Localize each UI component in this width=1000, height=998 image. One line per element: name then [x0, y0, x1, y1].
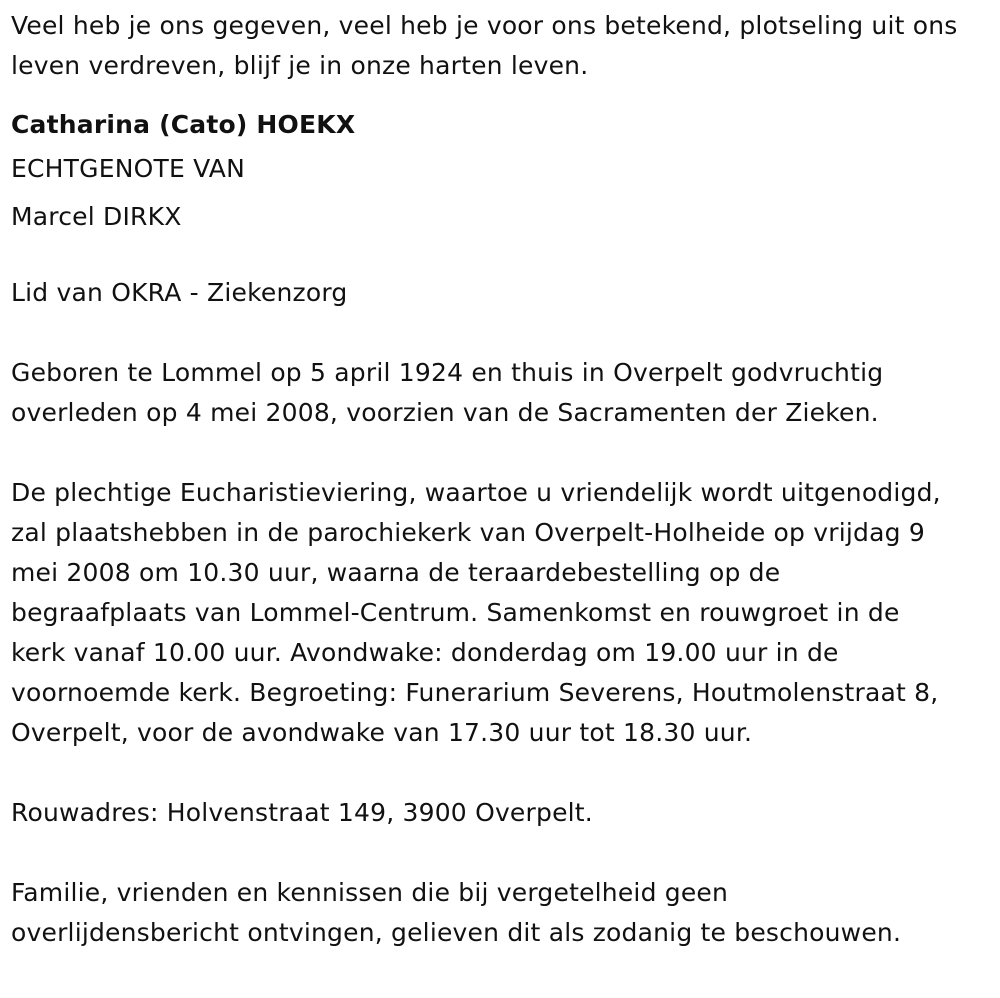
birth-death-line-1: Geboren te Lommel op 5 april 1924 en thuis in Overpelt godvruchtig — [11, 358, 884, 387]
ceremony-line-3: mei 2008 om 10.30 uur, waarna de teraardebestelling op de — [11, 558, 781, 587]
spacer — [11, 833, 991, 873]
ceremony-line-4: begraafplaats van Lommel-Centrum. Samenkomst en rouwgroet in de — [11, 598, 900, 627]
obituary-document — [11, 6, 991, 953]
spacer — [11, 313, 991, 353]
spacer — [11, 753, 991, 793]
relation-label: ECHTGENOTE VAN — [11, 154, 245, 183]
closing-line-2: overlijdensbericht ontvingen, gelieven dit als zodanig te beschouwen. — [11, 918, 902, 947]
ceremony-line-1: De plechtige Eucharistieviering, waartoe u vriendelijk wordt uitgenodigd, — [11, 478, 941, 507]
ceremony-line-7: Overpelt, voor de avondwake van 17.30 uur tot 18.30 uur. — [11, 718, 753, 747]
membership-text: Lid van OKRA - Ziekenzorg — [11, 278, 348, 307]
birth-death-line-2: overleden op 4 mei 2008, voorzien van de Sacramenten der Zieken. — [11, 398, 879, 427]
ceremony-line-2: zal plaatshebben in de parochiekerk van Overpelt-Holheide op vrijdag 9 — [11, 518, 925, 547]
closing-line-1: Familie, vrienden en kennissen die bij vergetelheid geen — [11, 878, 729, 907]
ceremony-line-5: kerk vanaf 10.00 uur. Avondwake: donderdag om 19.00 uur in de — [11, 638, 839, 667]
mourning-address: Rouwadres: Holvenstraat 149, 3900 Overpelt. — [11, 798, 593, 827]
deceased-name: Catharina (Cato) HOEKX — [11, 110, 356, 139]
spacer — [11, 241, 991, 273]
spacer — [11, 433, 991, 473]
partner-name: Marcel DIRKX — [11, 202, 182, 231]
ceremony-line-6: voornoemde kerk. Begroeting: Funerarium Severens, Houtmolenstraat 8, — [11, 678, 939, 707]
verse-line-2: leven verdreven, blijf je in onze harten leven. — [11, 51, 589, 80]
verse-line-1: Veel heb je ons gegeven, veel heb je voor ons betekend, plotseling uit ons — [11, 11, 958, 40]
